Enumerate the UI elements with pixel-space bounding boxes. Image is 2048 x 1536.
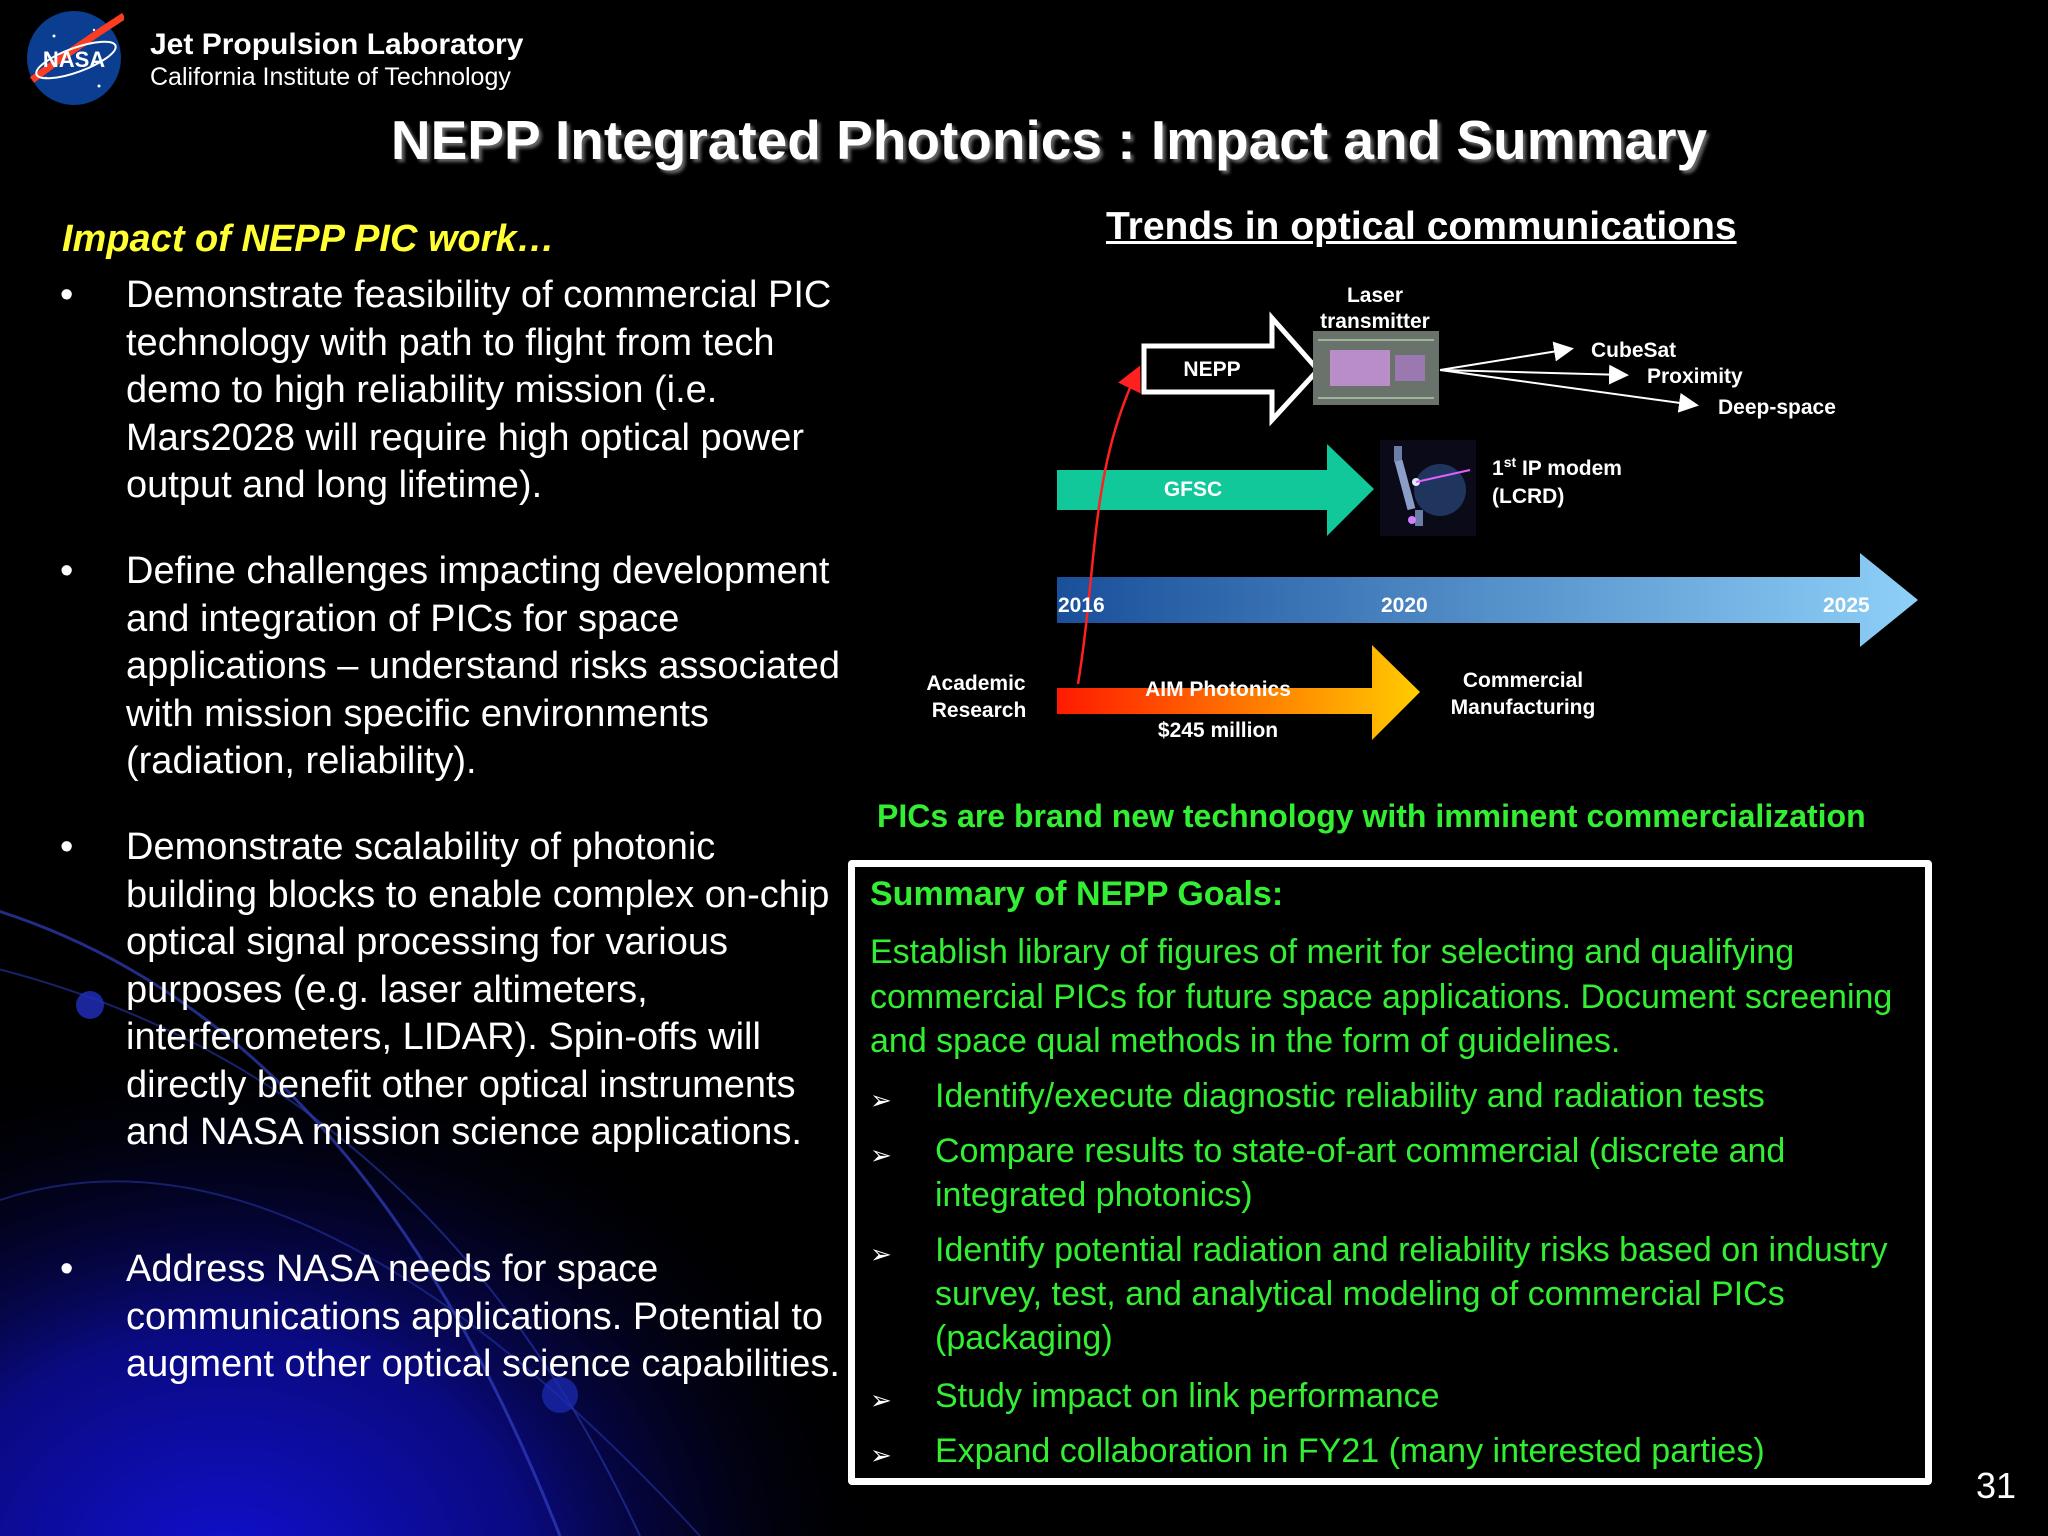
arrow-bullet-icon: ➢ [870, 1440, 892, 1470]
ip-modem-label [1492, 454, 1622, 480]
bullet-dot: • [60, 550, 74, 592]
aim-label: AIM Photonics [1145, 678, 1291, 701]
ip-modem-sup: st [1503, 454, 1517, 470]
commercial-label-line2: Manufacturing [1450, 696, 1596, 719]
summary-title: Summary of NEPP Goals: [870, 875, 1284, 913]
laser-transmitter-image [1313, 331, 1439, 405]
ip-modem-rest: IP modem [1516, 457, 1622, 480]
goal-text: Compare results to state-of-art commercial (discrete and integrated photonics) [935, 1132, 1786, 1214]
bullet-dot: • [60, 826, 74, 868]
goal-text: Identify potential radiation and reliability risks based on industry survey, test, and analytical modeling of commercial PICs (packaging) [935, 1231, 1888, 1357]
gfsc-label: GFSC [1163, 478, 1223, 501]
ip-modem-num: 1 [1492, 457, 1504, 480]
arrow-bullet-icon: ➢ [870, 1085, 892, 1115]
nepp-link-arrow [1078, 370, 1138, 684]
year-2016-label: 2016 [1058, 594, 1105, 617]
academic-label-line2: Research [931, 699, 1027, 722]
lcrd-satellite-image [1380, 440, 1476, 536]
arrow-bullet-icon: ➢ [870, 1239, 892, 1269]
impact-bullet-text: Demonstrate feasibility of commercial PIC technology with path to flight from tech demo to high reliability mission (i.e. Mars2028 will require high optical power output and long lifetime). [126, 274, 832, 506]
funding-label: $245 million [1157, 719, 1279, 742]
laser-label-line2: transmitter [1320, 310, 1430, 333]
cubesat-arrow [1440, 349, 1570, 370]
academic-label-line1: Academic [926, 672, 1026, 695]
timeline-arrow [1057, 553, 1918, 647]
page-number: 31 [1975, 1465, 2016, 1506]
year-2020-label: 2020 [1381, 594, 1428, 617]
proximity-label: Proximity [1647, 365, 1743, 388]
slide-title: NEPP Integrated Photonics : Impact and Summary [390, 109, 1708, 171]
arrow-bullet-icon: ➢ [870, 1385, 892, 1415]
org-name: Jet Propulsion Laboratory [150, 28, 524, 61]
trends-title: Trends in optical communications [1106, 205, 1737, 248]
year-2025-label: 2025 [1823, 594, 1870, 617]
lcrd-label: (LCRD) [1492, 485, 1565, 508]
goal-text: Identify/execute diagnostic reliability and radiation tests [935, 1077, 1765, 1115]
impact-bullet-text: Define challenges impacting development and integration of PICs for space applications – understand risks associated with mission specific environments (radiation, reliability). [126, 550, 840, 782]
impact-heading: Impact of NEPP PIC work… [62, 218, 555, 260]
bullet-dot: • [60, 274, 74, 316]
bullet-dot: • [60, 1248, 74, 1290]
pics-statement: PICs are brand new technology with imminent commercialization [877, 798, 1866, 834]
nepp-label: NEPP [1183, 358, 1241, 381]
summary-intro: Establish library of figures of merit for selecting and qualifying commercial PICs for future space applications. Document screening and space qual methods in the form of guidelines. [870, 933, 1893, 1060]
arrow-bullet-icon: ➢ [870, 1140, 892, 1170]
cubesat-label: CubeSat [1591, 339, 1677, 362]
commercial-label-line1: Commercial [1462, 669, 1584, 692]
impact-bullet-text: Address NASA needs for space communications applications. Potential to augment other optical science capabilities. [126, 1248, 840, 1385]
org-subtitle: California Institute of Technology [150, 63, 511, 91]
impact-bullet-text: Demonstrate scalability of photonic building blocks to enable complex on-chip optical signal processing for various purposes (e.g. laser altimeters, interferometers, LIDAR). Spin-offs will directly benefit other optical instruments and NASA mission science applications. [126, 826, 830, 1153]
nasa-logo-text: NASA [42, 47, 106, 72]
goal-text: Expand collaboration in FY21 (many interested parties) [935, 1432, 1765, 1470]
goal-text: Study impact on link performance [935, 1377, 1440, 1415]
laser-label-line1: Laser [1346, 284, 1404, 307]
deep-space-label: Deep-space [1718, 396, 1836, 419]
